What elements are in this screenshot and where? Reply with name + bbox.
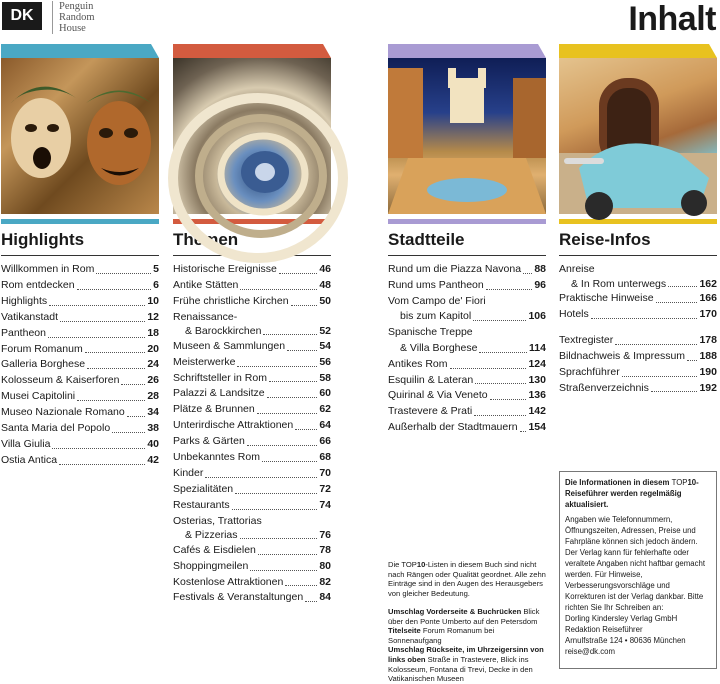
toc-entry-label: Trastevere & Prati [388, 405, 473, 418]
info-box-title [565, 477, 711, 510]
toc-entry[interactable] [559, 365, 717, 381]
toc-entry-line2 [173, 528, 331, 543]
toc-page-number: 54 [319, 339, 331, 352]
toc-entry[interactable] [173, 371, 331, 387]
toc-entry-label: Quirinal & Via Veneto [388, 389, 488, 402]
toc-page-number: 60 [319, 387, 331, 400]
leader-dots [240, 538, 318, 539]
toc-entry-label: & Pizzerias [185, 529, 238, 542]
leader-dots [77, 400, 145, 401]
toc-entry-label: Restaurants [173, 498, 230, 511]
leader-dots [474, 415, 526, 416]
toc-entry[interactable] [173, 498, 331, 514]
stadtteile-list [388, 262, 546, 436]
toc-entry-label: Musei Capitolini [1, 390, 76, 403]
toc-page-number: 82 [319, 575, 331, 588]
leader-dots [96, 273, 151, 274]
leader-dots [232, 509, 318, 510]
leader-dots [121, 384, 145, 385]
leader-dots [52, 448, 145, 449]
toc-page-number: 50 [319, 294, 331, 307]
toc-entry-label: Rund um die Piazza Navona [388, 263, 522, 275]
toc-entry-label: & Barockkirchen [185, 325, 262, 338]
toc-entry[interactable] [173, 450, 331, 466]
cover-back-text: Straße in Trastevere, Blick ins Kolosseum, Fontana di Trevi, Decke in den Vatikanischen Museen [388, 654, 533, 684]
toc-page-number: 48 [319, 278, 331, 291]
leader-dots [257, 413, 318, 414]
note-text: Die TOP [388, 560, 417, 569]
toc-entry[interactable] [559, 262, 717, 291]
theatre-masks-photo [1, 58, 159, 214]
leader-dots [250, 570, 317, 571]
toc-entry[interactable] [173, 294, 331, 310]
toc-page-number: 62 [319, 403, 331, 416]
toc-entry[interactable] [388, 262, 546, 278]
toc-entry[interactable] [388, 388, 546, 404]
themen-color-bar [173, 44, 331, 58]
toc-entry[interactable] [559, 381, 717, 397]
toc-page-number: 52 [319, 325, 331, 338]
toc-entry[interactable] [1, 262, 159, 278]
toc-entry[interactable] [388, 404, 546, 420]
address-line: Dorling Kindersley Verlag GmbH [565, 614, 678, 623]
address-email: reise@dk.com [565, 647, 615, 656]
toc-entry-label: Kostenlose Attraktionen [173, 575, 284, 588]
toc-page-number: 10 [147, 294, 159, 307]
toc-page-number: 84 [319, 591, 331, 604]
leader-dots [240, 289, 317, 290]
leader-dots [622, 376, 698, 377]
themen-column [173, 44, 331, 606]
toc-entry[interactable] [388, 357, 546, 373]
address-line: Redaktion Reiseführer [565, 625, 643, 634]
leader-dots [59, 464, 145, 465]
title-page-label: Titelseite [388, 626, 421, 636]
leader-dots [687, 360, 697, 361]
toc-entry[interactable] [173, 434, 331, 450]
toc-entry[interactable] [388, 294, 546, 326]
toc-entry-label: Sprachführer [559, 365, 620, 378]
toc-entry-label: Hotels [559, 307, 589, 320]
themen-title: Themen [173, 229, 331, 256]
leader-dots [85, 352, 146, 353]
toc-entry-line2 [173, 324, 331, 339]
toc-entry-label: Frühe christliche Kirchen [173, 294, 289, 307]
toc-entry[interactable] [1, 421, 159, 437]
toc-entry[interactable] [388, 278, 546, 294]
toc-entry[interactable] [173, 278, 331, 294]
toc-page-number: 20 [147, 342, 159, 355]
vespa-icon [559, 58, 717, 214]
toc-entry-label: Kinder [173, 466, 204, 479]
publisher-name [52, 1, 95, 34]
leader-dots [205, 477, 317, 478]
toc-entry-label: & Villa Borghese [400, 341, 478, 354]
toc-page-number: 28 [147, 390, 159, 403]
toc-page-number: 192 [699, 381, 717, 394]
toc-page-number: 70 [319, 466, 331, 479]
cover-credits [388, 607, 548, 684]
toc-page-number: 12 [147, 310, 159, 323]
toc-entry[interactable] [173, 543, 331, 559]
note-text: -Listen in diesem Buch sind nicht nach Rängen oder Qualität geordnet. Alle zehn Einträge sind in den Augen des Herausgebers von gleicher Bedeutung. [388, 560, 546, 598]
toc-page-number: 24 [147, 358, 159, 371]
highlights-column [1, 44, 159, 469]
toc-page-number: 178 [699, 333, 717, 346]
logo-text: DK [10, 7, 34, 24]
toc-entry-label: Galleria Borghese [1, 358, 86, 371]
toc-page-number: 162 [699, 277, 717, 290]
stadtteile-title: Stadtteile [388, 229, 546, 256]
toc-entry-label: Bildnachweis & Impressum [559, 349, 686, 362]
leader-dots [127, 416, 146, 417]
toc-entry-label: Osterias, Trattorias [173, 514, 262, 527]
stadtteile-column [388, 44, 546, 436]
toc-entry-label: Forum Romanum [1, 342, 83, 355]
toc-entry-label: Rund ums Pantheon [388, 278, 484, 291]
leader-dots [258, 554, 317, 555]
toc-entry[interactable] [173, 386, 331, 402]
toc-entry-label: Ostia Antica [1, 453, 58, 466]
toc-page-number: 40 [147, 437, 159, 450]
toc-entry[interactable] [1, 310, 159, 326]
toc-entry-label: & In Rom unterwegs [571, 277, 667, 290]
toc-entry-line2 [388, 309, 546, 325]
toc-entry[interactable] [173, 466, 331, 482]
toc-page-number: 72 [319, 482, 331, 495]
toc-page-number: 106 [528, 310, 546, 323]
toc-entry[interactable] [1, 405, 159, 421]
toc-page-number: 74 [319, 498, 331, 511]
toc-page-number: 18 [147, 326, 159, 339]
toc-page-number: 26 [147, 374, 159, 387]
cover-front-text: Blick über den Ponte Umberto auf den Petersdom [388, 607, 540, 626]
toc-entry[interactable] [559, 349, 717, 365]
toc-entry[interactable] [1, 357, 159, 373]
toc-page-number: 68 [319, 451, 331, 464]
toc-entry-label: Parks & Gärten [173, 435, 245, 448]
toc-entry-label: Unbekanntes Rom [173, 451, 260, 464]
publisher-line: House [59, 23, 86, 34]
leader-dots [287, 350, 317, 351]
leader-dots [651, 391, 698, 392]
toc-page-number: 5 [153, 263, 159, 275]
toc-entry-label: Vom Campo de' Fiori [388, 294, 486, 307]
toc-entry-label: Willkommen in Rom [1, 263, 95, 275]
toc-page-number: 130 [528, 373, 546, 386]
toc-entry-label: Highlights [1, 294, 48, 307]
update-info-box [559, 471, 717, 669]
toc-entry[interactable] [1, 342, 159, 358]
spiral-staircase-photo [173, 58, 331, 214]
leader-dots [267, 397, 318, 398]
publisher-line: Penguin [59, 1, 94, 12]
spanish-steps-icon [388, 58, 546, 214]
toc-entry-label: Antikes Rom [388, 357, 448, 370]
toc-page-number: 66 [319, 435, 331, 448]
leader-dots [112, 432, 145, 433]
toc-page-number: 80 [319, 559, 331, 572]
toc-page-number: 188 [699, 349, 717, 362]
toc-entry-label: Spezialitäten [173, 482, 234, 495]
toc-entry-label: Santa Maria del Popolo [1, 422, 111, 435]
toc-entry[interactable] [559, 291, 717, 307]
toc-entry[interactable] [388, 325, 546, 357]
leader-dots [235, 493, 317, 494]
leader-dots [523, 273, 532, 274]
toc-entry[interactable] [173, 310, 331, 339]
toc-page-number: 190 [699, 365, 717, 378]
leader-dots [87, 368, 145, 369]
toc-page-number: 142 [528, 405, 546, 418]
leader-dots [473, 320, 526, 321]
leader-dots [60, 321, 145, 322]
toc-entry[interactable] [1, 326, 159, 342]
toc-entry-label: Vatikanstadt [1, 310, 59, 323]
leader-dots [486, 289, 533, 290]
toc-entry[interactable] [1, 373, 159, 389]
toc-entry-label: Rom entdecken [1, 278, 75, 291]
reise-infos-strip [559, 219, 717, 224]
reise-infos-list [559, 262, 717, 323]
toc-entry[interactable] [388, 420, 546, 436]
list-gap [559, 323, 717, 333]
leader-dots [591, 318, 698, 319]
toc-entry-label: Schriftsteller in Rom [173, 371, 267, 384]
toc-entry-label: Meisterwerke [173, 355, 236, 368]
toc-entry-label: Shoppingmeilen [173, 559, 249, 572]
leader-dots [247, 445, 318, 446]
toc-page-number: 46 [319, 263, 331, 275]
top10-note [388, 560, 548, 598]
reise-infos-color-bar [559, 44, 717, 58]
toc-page-number: 64 [319, 419, 331, 432]
toc-entry[interactable] [559, 307, 717, 323]
highlights-title: Highlights [1, 229, 159, 256]
leader-dots [48, 337, 145, 338]
toc-page-number: 136 [528, 389, 546, 402]
highlights-color-bar [1, 44, 159, 58]
toc-entry-line2 [559, 277, 717, 292]
toc-entry[interactable] [173, 559, 331, 575]
toc-entry-label: bis zum Kapitol [400, 310, 472, 323]
toc-entry[interactable] [559, 333, 717, 349]
leader-dots [285, 585, 317, 586]
toc-entry[interactable] [388, 373, 546, 389]
leader-dots [77, 289, 152, 290]
leader-dots [656, 302, 698, 303]
toc-page-number: 114 [529, 341, 546, 354]
toc-entry-label: Historische Ereignisse [173, 263, 277, 275]
toc-page-number: 56 [319, 355, 331, 368]
leader-dots [520, 431, 527, 432]
info-box-title-top: TOP [671, 478, 688, 487]
toc-entry-label: Spanische Treppe [388, 326, 473, 339]
toc-page-number: 78 [319, 543, 331, 556]
toc-entry[interactable] [173, 482, 331, 498]
leader-dots [615, 344, 697, 345]
toc-entry[interactable] [173, 590, 331, 606]
toc-entry-label: Plätze & Brunnen [173, 403, 255, 416]
leader-dots [295, 429, 317, 430]
leader-dots [479, 352, 527, 353]
leader-dots [263, 334, 317, 335]
toc-entry[interactable] [1, 453, 159, 469]
theatre-masks-icon [1, 58, 159, 214]
reise-infos-column [559, 44, 717, 396]
info-box-address [565, 613, 711, 657]
toc-page-number: 166 [699, 292, 717, 304]
leader-dots [450, 368, 527, 369]
toc-entry-label: Außerhalb der Stadtmauern [388, 420, 518, 433]
toc-entry[interactable] [1, 278, 159, 294]
leader-dots [49, 305, 145, 306]
toc-entry-label: Museen & Sammlungen [173, 339, 286, 352]
toc-entry[interactable] [173, 402, 331, 418]
toc-page-number: 96 [534, 278, 546, 291]
info-box-title-text: Die Informationen in diesem [565, 478, 672, 487]
toc-entry[interactable] [173, 262, 331, 278]
info-box-body: Angaben wie Telefonnummern, Öffnungszeiten, Adressen, Preise und Fahrpläne können sich jedoch ändern. Der Verlag kann für fehlerhafte oder veraltete Angaben nicht haftbar gemacht werden. Für Hinweise, Verbesserungsvorschläge und Korrekturen ist der Verlag dankbar. Bitte richten Sie Ihr Schreiben an: [565, 515, 706, 612]
toc-page-number: 38 [147, 422, 159, 435]
toc-entry-line2 [388, 341, 546, 357]
toc-entry-label: Cafés & Eisdielen [173, 543, 256, 556]
leader-dots [490, 399, 527, 400]
toc-entry-label: Anreise [559, 263, 595, 275]
toc-entry[interactable] [1, 437, 159, 453]
leader-dots [262, 461, 317, 462]
themen-list [173, 262, 331, 606]
toc-page-number: 88 [534, 263, 546, 275]
title-page-text: Forum Romanum bei Sonnenaufgang [388, 626, 495, 645]
toc-page-number: 42 [147, 453, 159, 466]
toc-entry-label: Palazzi & Landsitze [173, 387, 265, 400]
toc-entry-label: Festivals & Veranstaltungen [173, 591, 304, 604]
toc-page-number: 76 [319, 529, 331, 542]
highlights-strip [1, 219, 159, 224]
toc-entry-label: Pantheon [1, 326, 46, 339]
leader-dots [475, 383, 526, 384]
toc-entry[interactable] [173, 339, 331, 355]
toc-entry-label: Esquilin & Lateran [388, 373, 474, 386]
publisher-line: Random [59, 12, 95, 23]
info-box-title-ten: 10 [687, 478, 697, 487]
cover-back-label: Umschlag Rückseite, im Uhrzeigersinn von links oben [388, 645, 544, 664]
stadtteile-strip [388, 219, 546, 224]
info-box-title-rest: -Reiseführer werden regelmäßig aktualisiert. [565, 478, 699, 509]
toc-entry[interactable] [173, 514, 331, 543]
toc-page-number: 170 [699, 307, 717, 320]
toc-page-number: 34 [147, 406, 159, 419]
dk-logo [2, 2, 42, 30]
toc-entry-label: Kolosseum & Kaiserforen [1, 374, 120, 387]
highlights-list [1, 262, 159, 469]
leader-dots [291, 305, 318, 306]
address-line: Arnulfstraße 124 • 80636 München [565, 636, 686, 645]
reise-infos-title: Reise-Infos [559, 229, 717, 256]
toc-entry-label: Antike Stätten [173, 278, 239, 291]
toc-entry[interactable] [1, 294, 159, 310]
note-text-bold: 10 [416, 560, 426, 569]
spanish-steps-photo [388, 58, 546, 214]
toc-entry-label: Villa Giulia [1, 437, 51, 450]
toc-entry-label: Renaissance- [173, 310, 238, 323]
leader-dots [269, 381, 317, 382]
toc-entry-label: Unterirdische Attraktionen [173, 419, 294, 432]
toc-page-number: 58 [319, 371, 331, 384]
page-title: Inhalt [628, 0, 716, 38]
toc-entry[interactable] [173, 418, 331, 434]
toc-page-number: 124 [528, 357, 546, 370]
toc-entry-label: Textregister [559, 333, 614, 346]
toc-entry[interactable] [173, 575, 331, 591]
leader-dots [237, 366, 317, 367]
toc-page-number: 6 [153, 278, 159, 291]
leader-dots [668, 286, 697, 287]
toc-entry[interactable] [1, 389, 159, 405]
leader-dots [279, 273, 317, 274]
toc-page-number: 154 [528, 420, 546, 433]
toc-entry[interactable] [173, 355, 331, 371]
stadtteile-color-bar [388, 44, 546, 58]
reise-infos-list-2 [559, 333, 717, 397]
toc-entry-label: Museo Nazionale Romano [1, 406, 125, 419]
leader-dots [305, 601, 317, 602]
toc-entry-label: Praktische Hinweise [559, 292, 654, 304]
toc-entry-label: Straßenverzeichnis [559, 381, 649, 394]
cover-front-label: Umschlag Vorderseite & Buchrücken [388, 607, 522, 616]
vespa-photo [559, 58, 717, 214]
spiral-staircase-icon [173, 58, 331, 214]
